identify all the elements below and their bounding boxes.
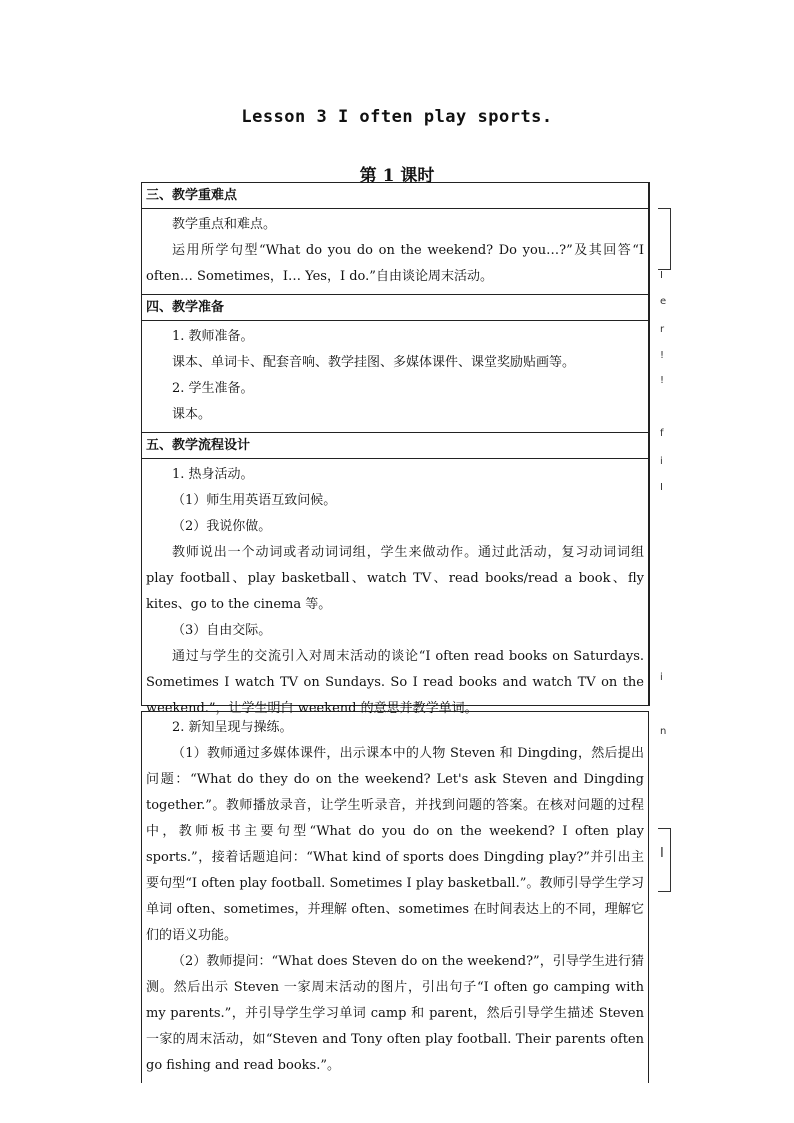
paragraph: 教学重点和难点。 xyxy=(172,217,277,232)
paragraph: 教师说出一个动词或者动词词组，学生来做动作。通过此活动，复习动词词组 play football、play basketball、watch TV、read books/read a book、fly kites、go to the cinema 等。 xyxy=(146,545,644,612)
paragraph: 2. 新知呈现与操练。 xyxy=(172,720,293,735)
paragraph: 1. 热身活动。 xyxy=(172,467,254,482)
paragraph: 通过与学生的交流引入对周末活动的谈论“I often read books on Saturdays. Sometimes I watch TV on Sundays. So I read books and watch TV on the weekend.”，让学生明白 weekend 的意思并教学单词。 xyxy=(146,649,644,716)
margin-mark: e xyxy=(660,296,667,307)
section-body-key-points xyxy=(142,209,648,295)
margin-mark: i xyxy=(660,672,663,683)
section-heading-preparation: 四、教学准备 xyxy=(142,295,648,321)
lesson-title: Lesson 3 I often play sports. xyxy=(241,107,553,127)
paragraph: 1. 教师准备。 xyxy=(172,329,254,344)
margin-mark: I xyxy=(660,482,663,493)
paragraph: （1）师生用英语互致问候。 xyxy=(172,493,337,508)
paragraph: 课本、单词卡、配套音响、教学挂图、多媒体课件、课堂奖励贴画等。 xyxy=(172,355,576,370)
section-body-new-knowledge xyxy=(142,712,648,1083)
paragraph: 课本。 xyxy=(172,407,212,422)
margin-mark: i xyxy=(660,456,663,467)
paragraph: （2）我说你做。 xyxy=(172,519,272,534)
lesson-plan-table xyxy=(141,182,649,716)
margin-mark: ! xyxy=(660,350,665,361)
period-title: 第 1 课时 xyxy=(359,166,435,186)
paragraph: （1）教师通过多媒体课件，出示课本中的人物 Steven 和 Dingding，然后提出问题：“What do they do on the weekend? Let's ask Steven and Dingding together.”。教师播放录音，让学生听录音，并找到问题的答案。在核对问题的过程中，教师板书主要句型“What do you do on the weekend? I often play sports.”，接着话题追问：“What kind of sports does Dingding play?”并引出主要句型“I often play football. Sometimes I play basketball.”。教师引导学生学习单词 often、sometimes，并理解 often、sometimes 在时间表达上的不同，理解它们的语义功能。 xyxy=(146,746,644,943)
paragraph: （2）教师提问：“What does Steven do on the weekend?”，引导学生进行猜测。然后出示 Steven 一家周末活动的图片，引出句子“I often go camping with my parents.”，并引导学生学习单词 camp 和 parent，然后引导学生描述 Steven 一家的周末活动，如“Steven and Tony often play football. Their parents often go fishing and read books.”。 xyxy=(146,954,644,1073)
section-heading-key-points: 三、教学重难点 xyxy=(142,183,648,209)
margin-mark: I xyxy=(660,270,663,281)
paragraph: 运用所学句型“What do you do on the weekend? Do you…?”及其回答“I often… Sometimes，I… Yes，I do.”自由谈论周末活动。 xyxy=(146,243,644,284)
margin-rule xyxy=(649,182,650,706)
margin-mark: I xyxy=(660,846,664,861)
section-body-preparation xyxy=(142,321,648,433)
paragraph: 2. 学生准备。 xyxy=(172,381,254,396)
margin-bracket xyxy=(658,208,671,270)
margin-mark: ! xyxy=(660,375,665,386)
margin-mark: r xyxy=(660,324,665,335)
paragraph: （3）自由交际。 xyxy=(172,623,272,638)
section-body-procedure xyxy=(142,459,648,726)
lesson-plan-table-continued xyxy=(141,711,649,1083)
margin-mark: f xyxy=(660,428,664,439)
margin-mark: n xyxy=(660,726,667,737)
section-heading-procedure: 五、教学流程设计 xyxy=(142,433,648,459)
